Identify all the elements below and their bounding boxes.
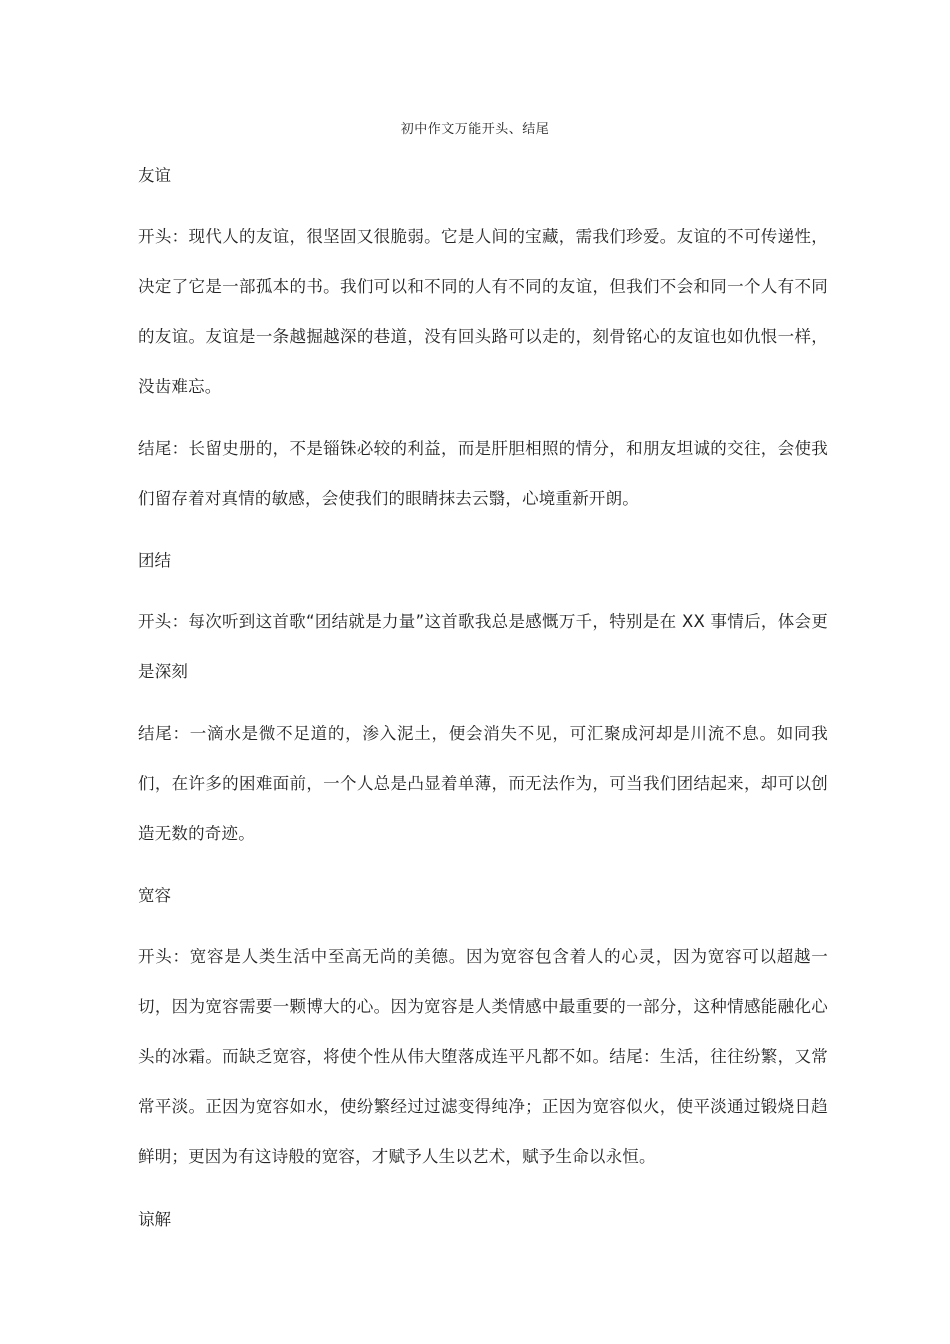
section-heading-friendship: 友谊 — [138, 166, 171, 185]
section-paragraph-unity-ending: 结尾：一滴水是微不足道的，渗入泥土，便会消失不见，可汇聚成河却是川流不息。如同我们，在许多的困难面前，一个人总是凸显着单薄，而无法作为，可当我们团结起来，却可以创造无数的奇迹。 — [138, 724, 828, 843]
section-paragraph-tolerance: 开头：宽容是人类生活中至高无尚的美德。因为宽容包含着人的心灵，因为宽容可以超越一切，因为宽容需要一颗博大的心。因为宽容是人类情感中最重要的一部分，这种情感能融化心头的冰霜。而缺乏宽容，将使个性从伟大堕落成连平凡都不如。结尾：生活，往往纷繁，又常常平淡。正因为宽容如水，使纷繁经过过滤变得纯净；正因为宽容似火，使平淡通过锻烧日趋鲜明；更因为有这诗般的宽容，才赋予人生以艺术，赋予生命以永恒。 — [138, 947, 828, 1166]
section-heading-tolerance: 宽容 — [138, 886, 171, 905]
section-paragraph-friendship-ending: 结尾：长留史册的，不是锱铢必较的利益，而是肝胆相照的情分，和朋友坦诚的交往，会使我们留存着对真情的敏感，会使我们的眼睛抹去云翳，心境重新开朗。 — [138, 439, 828, 508]
document-title: 初中作文万能开头、结尾 — [400, 122, 550, 137]
section-paragraph-unity-opening: 开头：每次听到这首歌“团结就是力量”这首歌我总是感慨万千，特别是在 XX 事情后，体会更是深刻 — [138, 612, 828, 681]
section-paragraph-friendship-opening: 开头：现代人的友谊，很坚固又很脆弱。它是人间的宝藏，需我们珍爱。友谊的不可传递性，决定了它是一部孤本的书。我们可以和不同的人有不同的友谊，但我们不会和同一个人有不同的友谊。友谊是一条越掘越深的巷道，没有回头路可以走的，刻骨铭心的友谊也如仇恨一样，没齿难忘。 — [138, 227, 828, 396]
section-heading-forgiveness: 谅解 — [138, 1210, 171, 1229]
section-heading-unity: 团结 — [138, 551, 171, 570]
document-body — [138, 163, 828, 1268]
